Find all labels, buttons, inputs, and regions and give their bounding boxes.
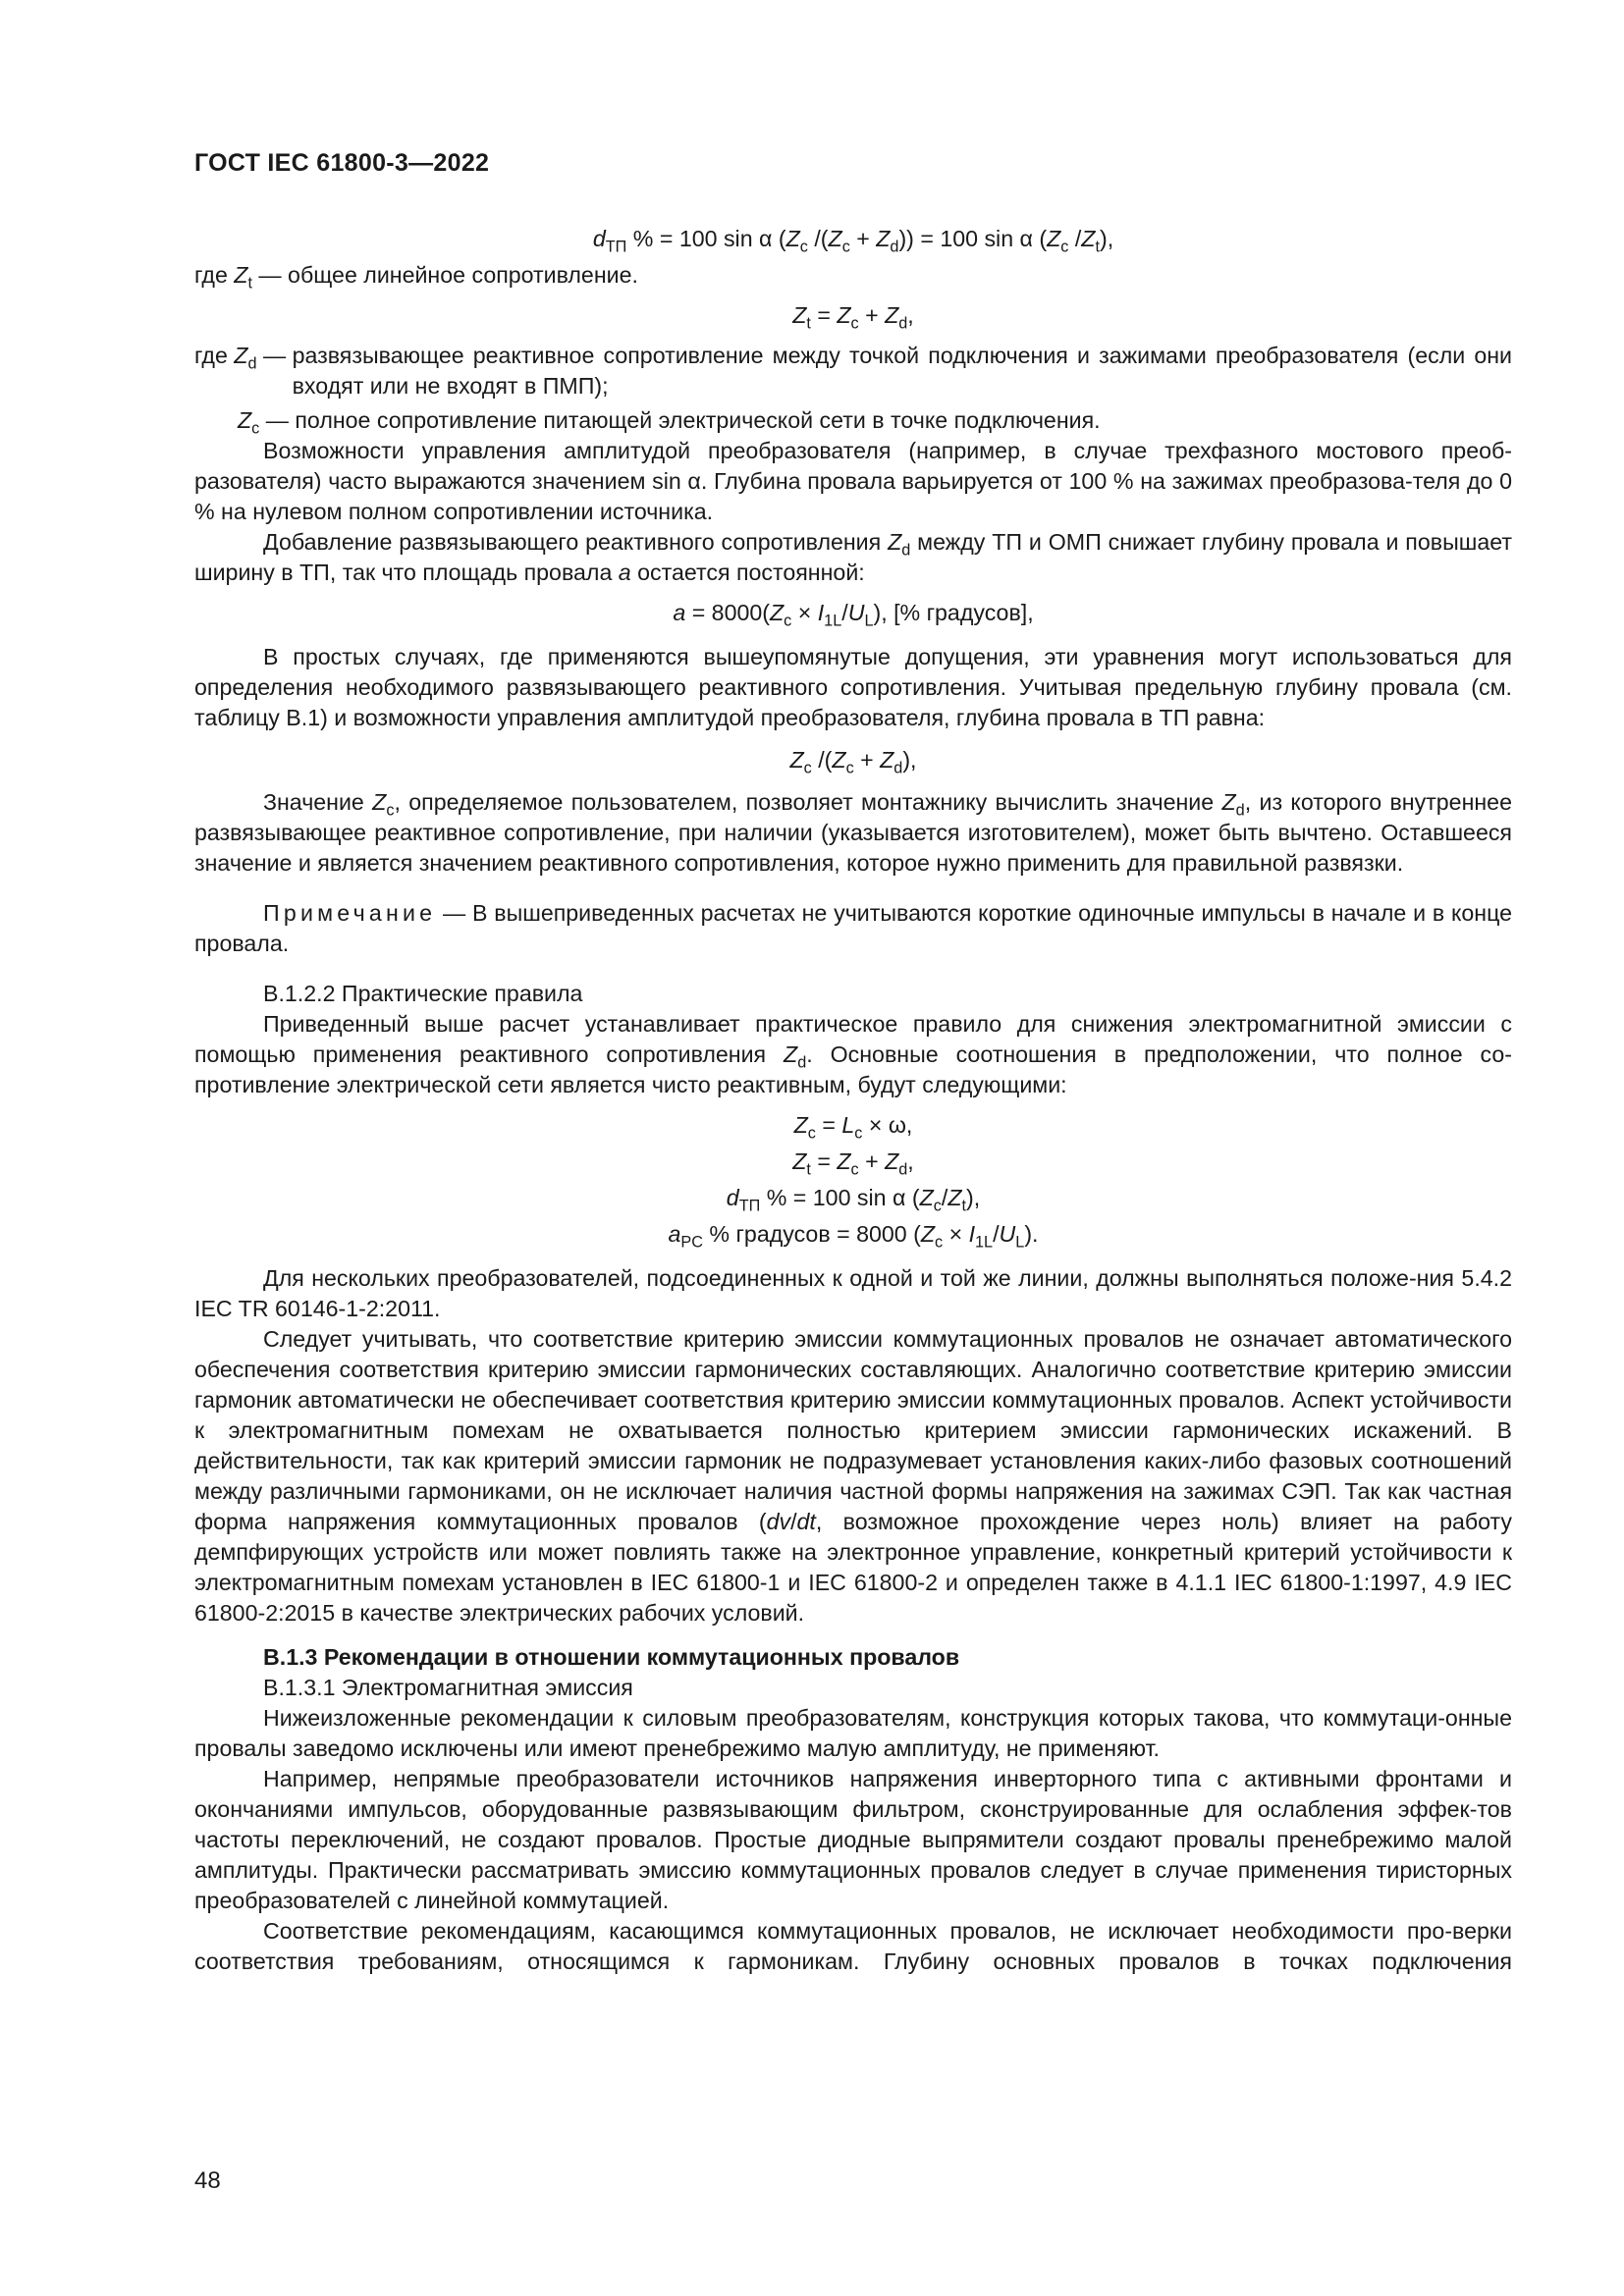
page-body — [194, 224, 1512, 1977]
paragraph-b122: Приведенный выше расчет устанавливает практическое правило для снижения электромагнитной эмиссии с помощью применения реактивного сопротивления $Z_d$. Основные соотношения в предположении, что полное сопротивление электрической сети является чисто реактивным, будут следующими: — [194, 1011, 1513, 1097]
paragraph-b131-3: Соответствие рекомендациям, касающимся коммутационных провалов, не исключает необходимости про-верки соответствия требованиям, относящимся к гармоникам. Глубину основных провалов в точках подключения — [194, 1918, 1512, 1974]
note-label: Примечание — [263, 900, 437, 926]
formula-zt: $Z_t = Z_c + Z_d$, — [792, 302, 914, 333]
paragraph-simple-cases: В простых случаях, где применяются вышеупомянутые допущения, эти уравнения могут использоваться для определения необходимого развязывающего реактивного сопротивления. Учитывая предельную глубину провала (см. таблицу B.1) и возможности управления амплитудой преобразователя, глубина провала в ТП равна: — [194, 644, 1512, 730]
formula-zc-l: $Z_c = L_c \times \omega$, — [793, 1112, 913, 1143]
formula-apc: $a_{PC}$ % градусов = 8000 $(Z_c \times I_{1L}/U_L)$. — [668, 1221, 1039, 1252]
where-zt: где $Z_t$ — общее линейное сопротивление. — [194, 262, 638, 293]
paragraph-b131-1: Нижеизложенные рекомендации к силовым преобразователям, конструкция которых такова, что коммутаци-онные провалы заведомо исключены или имеют пренебрежимо малую амплитуду, не применяют. — [194, 1705, 1512, 1761]
heading-b122: B.1.2.2 Практические правила — [263, 981, 583, 1006]
note — [194, 898, 1512, 959]
definition-zc: $Z_c$ — полное сопротивление питающей электрической сети в точке подключения. — [238, 407, 1101, 438]
note-text: — В вышеприведенных расчетах не учитываются короткие одиночные импульсы в начале и в конце провала. — [194, 900, 1512, 956]
definition-zd: где $Z_d$ — развязывающее реактивное сопротивление между точкой подключения и зажимами преобразователя (если они входят или не входят в ПМП); — [194, 343, 1512, 399]
paragraph-b131-2: Например, непрямые преобразователи источников напряжения инверторного типа с активными фронтами и окончаниями импульсов, оборудованные развязывающим фильтром, сконструированные для ослабления эффек-тов частоты переключений, не создают провалов. Простые диодные выпрямители создают провалы пренебрежимо малой амплитуды. Практически рассматривать эмиссию коммутационных провалов следует в случае применения тиристорных преобразователей с линейной коммутацией. — [194, 1766, 1512, 1913]
heading-b13: B.1.3 Рекомендации в отношении коммутационных провалов — [263, 1644, 960, 1670]
paragraph-add-reactance: Добавление развязывающего реактивного сопротивления $Z_d$ между ТП и ОМП снижает глубину провала и повышает ширину в ТП, так что площадь провала a остается постоянной: — [194, 529, 1512, 585]
paragraph-value-zc: Значение $Z_c$, определяемое пользователем, позволяет монтажнику вычислить значение $Z_d$, из которого внутреннее развязывающее реактивное сопротивление, при наличии (указывается изготовителем), может быть вычтено. Оставшееся значение и является значением реактивного сопротивления, которое нужно применить для правильной развязки. — [194, 789, 1512, 876]
formula-zt-2: $Z_t = Z_c + Z_d$, — [792, 1148, 914, 1179]
heading-b131: B.1.3.1 Электромагнитная эмиссия — [263, 1675, 633, 1700]
formula-dip-depth: $d_{ТП}$ % = 100 sin α ($Z_c$ $/(Z_c + Z_d)) = 100$ sin α ($Z_c$ $/Z_t$), — [592, 226, 1114, 256]
paragraph-multiple-converters: Для нескольких преобразователей, подсоединенных к одной и той же линии, должны выполняться положе-ния 5.4.2 IEC TR 60146-1-2:2011. — [194, 1265, 1512, 1321]
document-header: ГОСТ IEC 61800-3—2022 — [194, 149, 490, 177]
formula-dtp-2: $d_{ТП}$ % = 100 sin α $(Z_c/Z_t)$, — [726, 1185, 981, 1215]
page-number: 48 — [194, 2167, 221, 2194]
paragraph-control: Возможности управления амплитудой преобразователя (например, в случае трехфазного мостового преоб-разователя) часто выражаются значением sin α. Глубина провала варьируется от 100 % на зажимах преобразова-теля до 0 % на нулевом полном сопротивлении источника. — [194, 438, 1512, 524]
formula-ratio: $Z_c$ $/(Z_c + Z_d)$, — [789, 747, 917, 777]
formula-area: $a = 8000(Z_c \times I_{1L}/U_L)$, [% градусов], — [673, 600, 1034, 630]
paragraph-consider: Следует учитывать, что соответствие критерию эмиссии коммутационных провалов не означает автоматического обеспечения соответствия критерию эмиссии гармонических составляющих. Аналогично соответствие критерию эмиссии гармоник автоматически не обеспечивает соответствия критерию эмиссии коммутационных провалов. Аспект устойчивости к электромагнитным помехам не охватывается полностью критерием эмиссии гармонических искажений. В действительности, так как критерий эмиссии гармоник не подразумевает установления каких-либо фазовых соотношений между различными гармониками, он не исключает наличия частной формы напряжения на зажимах СЭП. Так как частная форма напряжения коммутационных провалов (dv/dt, возможное прохождение через ноль) влияет на работу демпфирующих устройств или может повлиять также на электронное управление, конкретный критерий устойчивости к электромагнитным помехам установлен в IEC 61800-1 и IEC 61800-2 и определен также в 4.1.1 IEC 61800-1:1997, 4.9 IEC 61800-2:2015 в качестве электрических рабочих условий. — [194, 1326, 1512, 1626]
